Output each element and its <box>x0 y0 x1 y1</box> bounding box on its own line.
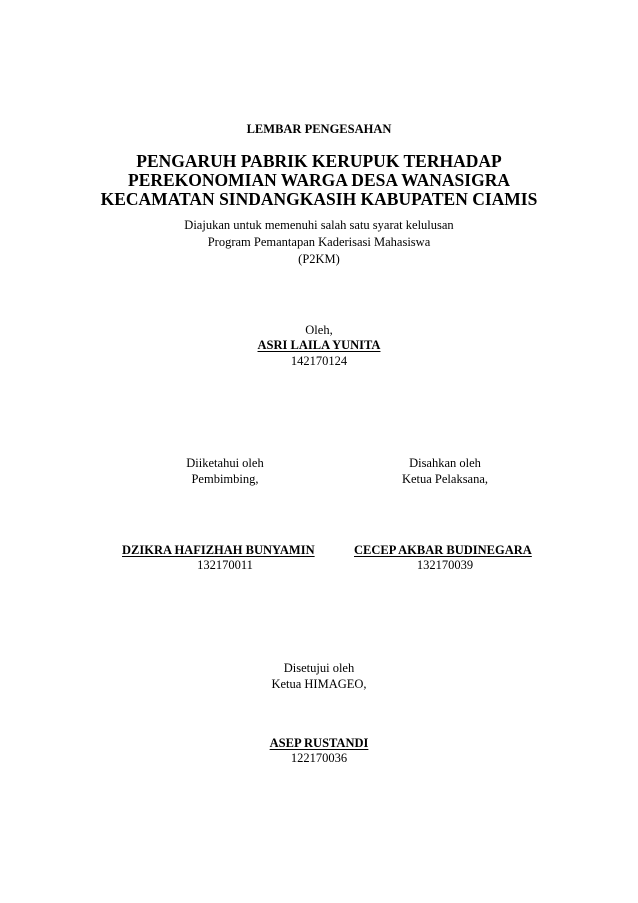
author-name: ASRI LAILA YUNITA <box>257 338 381 352</box>
bottom-signatory-role-1: Disetujui oleh <box>283 661 355 675</box>
right-signatory-role-2: Ketua Pelaksana, <box>401 472 489 486</box>
left-signatory-id: 132170011 <box>197 558 253 572</box>
left-signatory-role-2: Pembimbing, <box>191 472 259 486</box>
bottom-signatory-name: ASEP RUSTANDI <box>269 736 369 750</box>
bottom-signatory-role-2: Ketua HIMAGEO, <box>271 677 367 691</box>
purpose-line-1: Diajukan untuk memenuhi salah satu syarat kelulusan <box>184 218 454 232</box>
right-signatory-role-1: Disahkan oleh <box>409 456 481 470</box>
title-line-2: PEREKONOMIAN WARGA DESA WANASIGRA <box>128 170 510 190</box>
page-heading: LEMBAR PENGESAHAN <box>246 122 392 136</box>
right-signatory-name: CECEP AKBAR BUDINEGARA <box>354 543 532 557</box>
right-signatory-id: 132170039 <box>416 558 474 572</box>
author-id: 142170124 <box>290 354 348 368</box>
left-signatory-name: DZIKRA HAFIZHAH BUNYAMIN <box>122 543 315 557</box>
purpose-line-2: Program Pemantapan Kaderisasi Mahasiswa <box>207 235 431 249</box>
left-signatory-role-1: Diiketahui oleh <box>186 456 264 470</box>
title-line-1: PENGARUH PABRIK KERUPUK TERHADAP <box>136 151 502 171</box>
bottom-signatory-id: 122170036 <box>290 751 348 765</box>
author-by-label: Oleh, <box>305 323 333 337</box>
purpose-line-3: (P2KM) <box>298 252 340 266</box>
title-line-3: KECAMATAN SINDANGKASIH KABUPATEN CIAMIS <box>100 189 538 209</box>
